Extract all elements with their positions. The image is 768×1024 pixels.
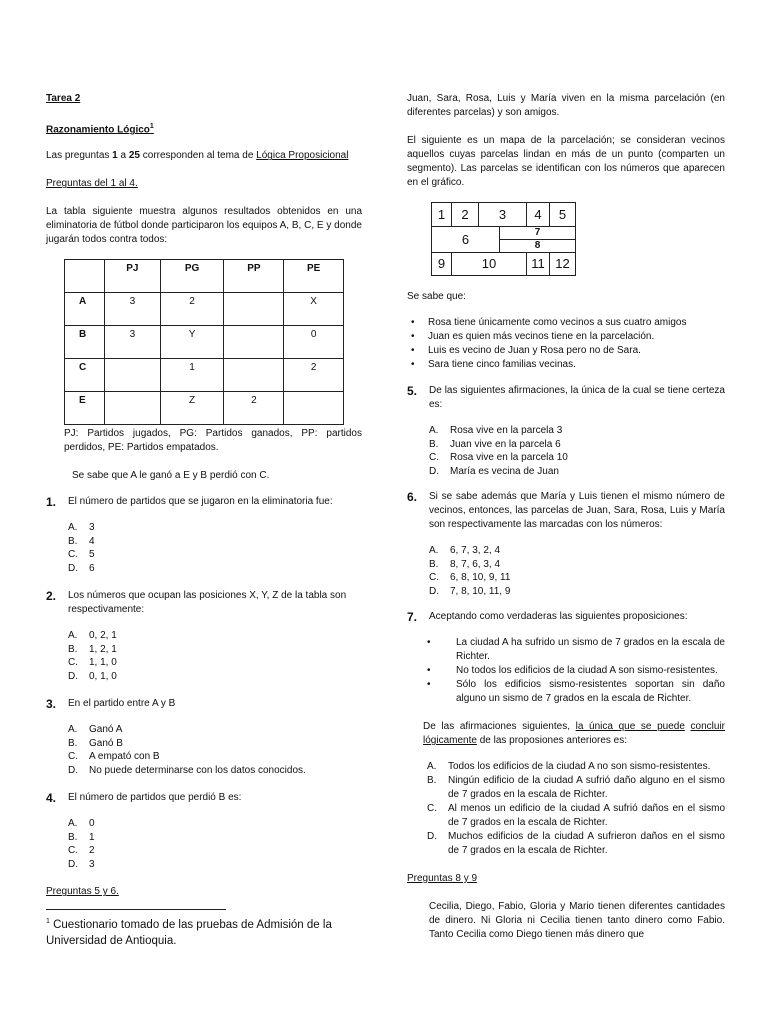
answer-option: C. 5 [68, 549, 95, 561]
block2-title: Preguntas 5 y 6. [46, 886, 119, 898]
question-2 [46, 589, 362, 683]
list-item: • La ciudad A ha sufrido un sismo de 7 grados en la escala de Richter. [427, 637, 725, 662]
answer-option: C. Al menos un edificio de la ciudad A sufrió daños en el sismo de 7 grados en la escala de Richter. [427, 803, 725, 828]
parcel-cell: 11 [527, 253, 550, 275]
answer-option: D. 6 [68, 562, 95, 574]
answer-option: B. 8, 7, 6, 3, 4 [429, 558, 501, 570]
list-item: • No todos los edificios de la ciudad A son sismo-resistentes. [427, 665, 718, 676]
answer-options [429, 544, 725, 598]
list-item: • Sara tiene cinco familias vecinas. [411, 359, 576, 370]
answer-options [68, 521, 362, 575]
question-7-prompt: De las afirmaciones siguientes, la única que se puede concluir lógicamente de las proposiones anteriores es: [423, 721, 725, 746]
answer-option: B. 4 [68, 535, 95, 547]
answer-option: B. 1, 2, 1 [68, 643, 117, 655]
answer-option: C. Rosa vive en la parcela 10 [429, 452, 568, 463]
table-cell: X [284, 293, 344, 326]
list-item: • Rosa tiene únicamente como vecinos a sus cuatro amigos [411, 317, 687, 328]
table-cell: 3 [105, 326, 161, 359]
table-header-cell: PG [160, 260, 224, 293]
answer-option: D. 7, 8, 10, 11, 9 [429, 585, 511, 597]
question-number: 2. [46, 589, 57, 604]
question-text: Los números que ocupan las posiciones X, Y, Z de la tabla son respectivamente: [68, 590, 347, 616]
parcel-description: El siguiente es un mapa de la parcelación; se consideran vecinos aquellos cuyas parcelas lindan en más de un punto (comparten un segmento). Las parcelas se identifican con los números que aparecen en el gráfico. [407, 135, 725, 188]
table-header-row [65, 260, 344, 293]
answer-option: C. 1, 1, 0 [68, 657, 117, 669]
table-cell: 2 [224, 392, 284, 425]
block3-text: Cecilia, Diego, Fabio, Gloria y Mario tienen diferentes cantidades de dinero. Ni Gloria ni Cecilia tienen tanto dinero como Fabio. Tanto Cecilia como Diego tienen más dinero que [429, 901, 725, 940]
answer-options [68, 723, 362, 777]
team-cell: A [65, 293, 105, 326]
parcel-cell: 7 [500, 227, 575, 240]
table-header-cell: PJ [105, 260, 161, 293]
table-row [65, 392, 344, 425]
answer-option: A. 0, 2, 1 [68, 630, 117, 642]
question-3 [46, 697, 362, 777]
answer-option: D. 0, 1, 0 [68, 670, 117, 682]
table-cell: 2 [284, 359, 344, 392]
parcel-cell: 8 [500, 240, 575, 253]
question-text: Aceptando como verdaderas las siguientes proposiciones: [429, 611, 688, 622]
answer-options [429, 424, 725, 478]
answer-option: A. 6, 7, 3, 2, 4 [429, 545, 501, 556]
answer-option: A. Rosa vive en la parcela 3 [429, 425, 563, 436]
question-text: Si se sabe además que María y Luis tienen el mismo número de vecinos, entonces, las parcelas de Juan, Sara, Rosa, Luis y María son respectivamente las marcadas con los números: [429, 491, 725, 530]
answer-option: D. 3 [68, 858, 95, 870]
table-row [65, 293, 344, 326]
intro-paragraph: Las preguntas 1 a 25 corresponden al tema de Lógica Proposicional [46, 150, 349, 162]
question-7 [407, 610, 725, 858]
list-item: • Luis es vecino de Juan y Rosa pero no de Sara. [411, 345, 641, 356]
table-legend: PJ: Partidos jugados, PG: Partidos ganados, PP: partidos perdidos, PE: Partidos empatados. [64, 428, 362, 454]
answer-options [68, 629, 362, 683]
answer-option: B. Juan vive en la parcela 6 [429, 438, 561, 450]
answer-option: C. A empató con B [68, 751, 160, 763]
table-cell: 2 [160, 293, 224, 326]
question-6 [407, 490, 725, 598]
answer-option: B. Ningún edificio de la ciudad A sufrió daño alguno en el sismo de 7 grados en la escala de Richter. [427, 775, 725, 800]
topic-link: Lógica Proposicional [256, 150, 349, 162]
question-number: 7. [407, 610, 418, 624]
team-cell: C [65, 359, 105, 392]
answer-option: C. 2 [68, 845, 95, 857]
answer-option: B. Ganó B [68, 737, 123, 749]
known-fact: Se sabe que A le ganó a E y B perdió con C. [72, 470, 270, 482]
table-cell [284, 392, 344, 425]
parcel-cell: 12 [555, 256, 570, 271]
parcel-cell: 5 [550, 203, 575, 227]
table-cell: 0 [284, 326, 344, 359]
parcel-cell: 10 [452, 253, 527, 275]
question-text: En el partido entre A y B [68, 698, 176, 710]
answer-option: D. Muchos edificios de la ciudad A sufrieron daños en el sismo de 7 grados en la escala de Richter. [427, 831, 725, 856]
answer-option: A. Ganó A [68, 724, 123, 736]
right-column [407, 92, 725, 942]
parcel-cell: 6 [432, 227, 500, 253]
question-4 [46, 791, 362, 871]
question-text: El número de partidos que se jugaron en la eliminatoria fue: [68, 496, 333, 508]
question-text: El número de partidos que perdió B es: [68, 792, 242, 804]
block3-title: Preguntas 8 y 9 [407, 873, 478, 884]
team-cell: E [65, 392, 105, 425]
table-cell [224, 326, 284, 359]
answer-option: D. No puede determinarse con los datos conocidos. [68, 764, 306, 776]
question-1 [46, 495, 362, 575]
team-cell: B [65, 326, 105, 359]
answer-option: C. 6, 8, 10, 9, 11 [429, 572, 511, 583]
table-cell [105, 392, 161, 425]
question-text: De las siguientes afirmaciones, la única de la cual se tiene certeza es: [429, 385, 725, 410]
table-cell: Y [160, 326, 224, 359]
parcel-cell: 3 [479, 203, 527, 227]
answer-option: A. 3 [68, 522, 95, 534]
table-row [65, 359, 344, 392]
parcel-cell: 2 [452, 203, 479, 227]
table-row [65, 326, 344, 359]
list-item: • Juan es quien más vecinos tiene en la parcelación. [411, 331, 655, 342]
list-item: • Sólo los edificios sismo-resistentes soportan sin daño alguno un sismo de 7 grados en la escala de Richter. [427, 679, 725, 704]
question-number: 4. [46, 791, 57, 806]
answer-options [427, 760, 725, 858]
block1-title: Preguntas del 1 al 4. [46, 178, 138, 190]
footnote-divider [46, 909, 226, 910]
answer-option: B. 1 [68, 831, 95, 843]
parcel-map [431, 202, 576, 276]
clue-list [407, 316, 725, 372]
table-header-cell [65, 260, 105, 293]
section-title: Razonamiento Lógico$^1$ [46, 123, 154, 136]
results-table [64, 259, 344, 425]
answer-option: D. María es vecina de Juan [429, 465, 559, 477]
answer-options [68, 817, 362, 871]
proposition-list [423, 636, 725, 706]
question-number: 6. [407, 490, 418, 504]
parcel-cell: 9 [432, 253, 452, 275]
table-header-cell: PP [224, 260, 284, 293]
table-header-cell: PE [284, 260, 344, 293]
table-cell [224, 359, 284, 392]
task-title: Tarea 2 [46, 93, 81, 104]
known-label: Se sabe que: [407, 291, 466, 302]
parcel-intro: Juan, Sara, Rosa, Luis y María viven en la misma parcelación (en diferentes parcelas) y son amigos. [407, 93, 725, 118]
table-cell: 1 [160, 359, 224, 392]
table-cell: 3 [105, 293, 161, 326]
parcel-cell: 1 [432, 203, 452, 227]
parcel-cell: 4 [527, 203, 550, 227]
table-cell: Z [160, 392, 224, 425]
question-number: 5. [407, 384, 418, 398]
question-5 [407, 384, 725, 478]
question-number: 1. [46, 495, 57, 510]
answer-option: A. 0 [68, 818, 95, 830]
left-column [46, 92, 362, 949]
block1-text: La tabla siguiente muestra algunos resultados obtenidos en una eliminatoria de fútbol donde participaron los equipos A, B, C, E y donde jugarán todos contra todos: [46, 206, 362, 246]
answer-option: A. Todos los edificios de la ciudad A no son sismo-resistentes. [427, 761, 711, 772]
question-number: 3. [46, 697, 57, 712]
table-cell [105, 359, 161, 392]
table-cell [224, 293, 284, 326]
footnote: $^1$ Cuestionario tomado de las pruebas de Admisión de la Universidad de Antioquia. [46, 918, 332, 948]
